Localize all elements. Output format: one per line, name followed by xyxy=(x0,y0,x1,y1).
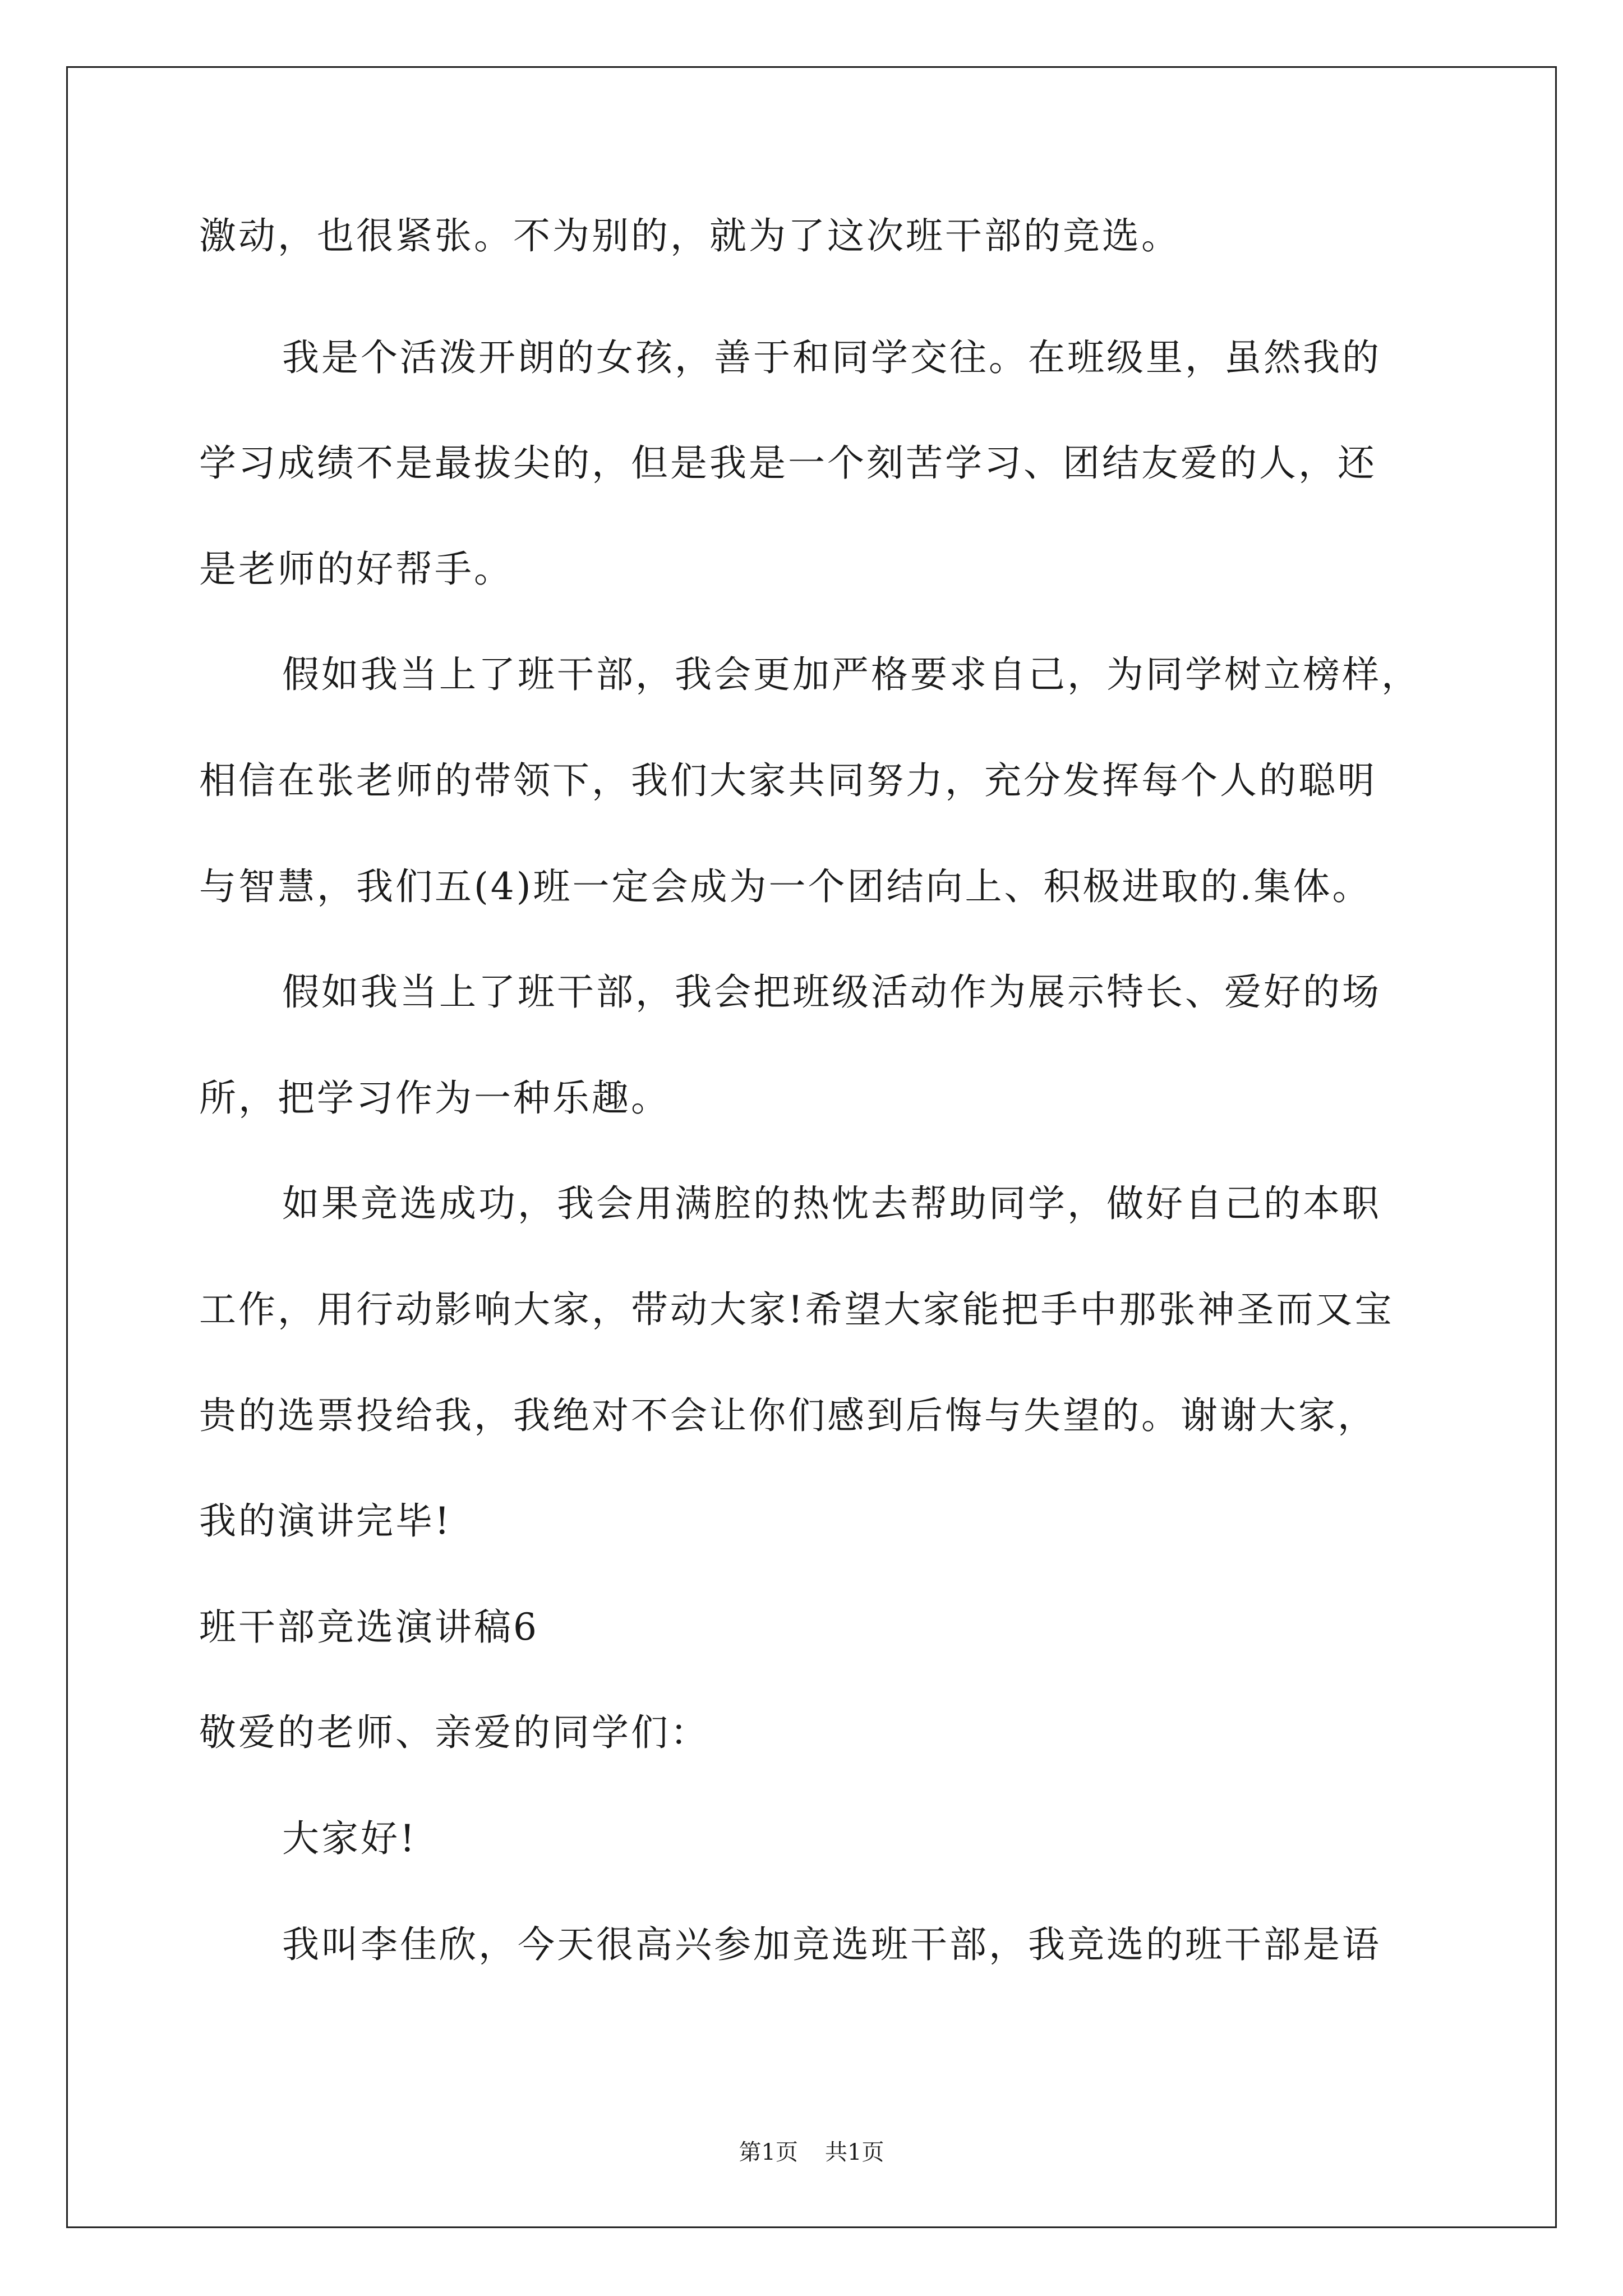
page-number: 第1页 xyxy=(739,2139,798,2165)
section-heading: 班干部竞选演讲稿6 xyxy=(199,1605,539,1649)
body-line: 激动，也很紧张。不为别的，就为了这次班干部的竞选。 xyxy=(199,214,1181,257)
body-line: 我的演讲完毕! xyxy=(199,1499,452,1543)
body-line: 与智慧，我们五(4)班一定会成为一个团结向上、积极进取的.集体。 xyxy=(199,865,1372,908)
body-line: 学习成绩不是最拔尖的，但是我是一个刻苦学习、团结友爱的人，还 xyxy=(199,441,1377,485)
page-total: 共1页 xyxy=(825,2139,884,2165)
body-line: 贵的选票投给我，我绝对不会让你们感到后悔与失望的。谢谢大家， xyxy=(199,1394,1377,1437)
greeting: 大家好! xyxy=(282,1817,417,1860)
body-line: 工作，用行动影响大家，带动大家!希望大家能把手中那张神圣而又宝 xyxy=(199,1288,1394,1331)
body-line: 所，把学习作为一种乐趣。 xyxy=(199,1076,670,1120)
body-line: 相信在张老师的带领下，我们大家共同努力，充分发挥每个人的聪明 xyxy=(199,759,1377,802)
body-line: 假如我当上了班干部，我会更加严格要求自己，为同学树立榜样， xyxy=(282,653,1421,696)
body-line: 假如我当上了班干部，我会把班级活动作为展示特长、爱好的场 xyxy=(282,970,1381,1014)
page-border xyxy=(66,66,1557,2228)
page-footer xyxy=(0,2134,1623,2166)
body-line: 如果竞选成功，我会用满腔的热忱去帮助同学，做好自己的本职 xyxy=(282,1182,1381,1225)
body-line: 我是个活泼开朗的女孩，善于和同学交往。在班级里，虽然我的 xyxy=(282,336,1381,379)
body-line: 我叫李佳欣，今天很高兴参加竞选班干部，我竞选的班干部是语 xyxy=(282,1923,1381,1966)
body-line: 是老师的好帮手。 xyxy=(199,547,513,591)
salutation: 敬爱的老师、亲爱的同学们： xyxy=(199,1711,709,1754)
